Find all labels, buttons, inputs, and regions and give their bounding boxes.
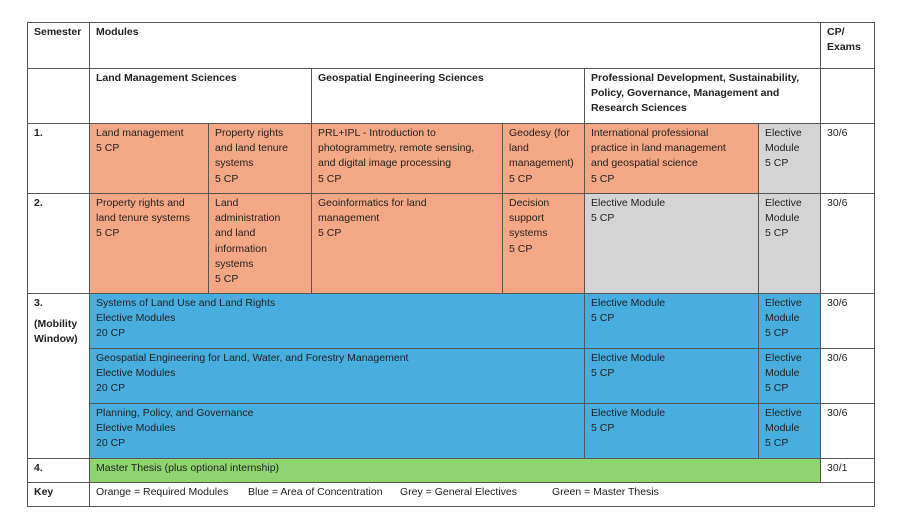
key-thesis: Green = Master Thesis [552,486,659,498]
master-thesis: Master Thesis (plus optional internship) [89,458,820,482]
module-geoinformatics: Geoinformatics for land management 5 CP [311,193,502,293]
semester-4-cp: 30/1 [820,458,875,482]
module-elective: Elective Module 5 CP [758,193,820,293]
key-general: Grey = General Electives [400,486,518,498]
module-elective: Elective Module 5 CP [758,403,820,458]
semester-3-label: 3. (Mobility Window) [27,293,89,458]
modules-header: Modules [89,22,820,68]
semester-2-cp: 30/6 [820,193,875,293]
module-elective-wide: Elective Module 5 CP [584,193,758,293]
curriculum-table [27,22,875,507]
module-elective: Elective Module 5 CP [758,348,820,403]
module-geodesy: Geodesy (for land management) 5 CP [502,123,584,193]
semester-3b-cp: 30/6 [820,348,875,403]
category-professional-development: Professional Development, Sustainability, Policy, Governance, Management and Research Sciences [584,68,820,123]
category-row-spacer [27,68,89,123]
semester-3a-cp: 30/6 [820,293,875,348]
area-land-use-rights: Systems of Land Use and Land Rights Elective Modules 20 CP [89,293,584,348]
semester-1-label: 1. [27,123,89,193]
cp-exams-header: CP/ Exams [820,22,875,68]
semester-header: Semester [27,22,89,68]
semester-2-label: 2. [27,193,89,293]
category-land-management: Land Management Sciences [89,68,311,123]
area-geospatial-engineering: Geospatial Engineering for Land, Water, and Forestry Management Elective Modules 20 CP [89,348,584,403]
key-required: Orange = Required Modules [96,486,229,498]
module-elective-wide: Elective Module 5 CP [584,348,758,403]
module-elective-wide: Elective Module 5 CP [584,403,758,458]
category-cp-spacer [820,68,875,123]
module-elective: Elective Module 5 CP [758,123,820,193]
module-land-management: Land management 5 CP [89,123,208,193]
module-land-administration: Land administration and land information systems 5 CP [208,193,311,293]
module-property-rights: Property rights and land tenure systems 5 CP [208,123,311,193]
module-elective: Elective Module 5 CP [758,293,820,348]
key-concentration: Blue = Area of Concentration [248,486,383,498]
area-planning-policy: Planning, Policy, and Governance Elective Modules 20 CP [89,403,584,458]
semester-4-label: 4. [27,458,89,482]
module-international-practice: International professional practice in land management and geospatial science 5 CP [584,123,758,193]
category-geospatial-engineering: Geospatial Engineering Sciences [311,68,584,123]
module-decision-support: Decision support systems 5 CP [502,193,584,293]
module-elective-wide: Elective Module 5 CP [584,293,758,348]
module-prl-ipl: PRL+IPL - Introduction to photogrammetry, remote sensing, and digital image processing 5 CP [311,123,502,193]
module-property-rights-tenure: Property rights and land tenure systems 5 CP [89,193,208,293]
key-label: Key [27,482,89,507]
semester-1-cp: 30/6 [820,123,875,193]
semester-3c-cp: 30/6 [820,403,875,458]
key-legend [89,482,875,507]
